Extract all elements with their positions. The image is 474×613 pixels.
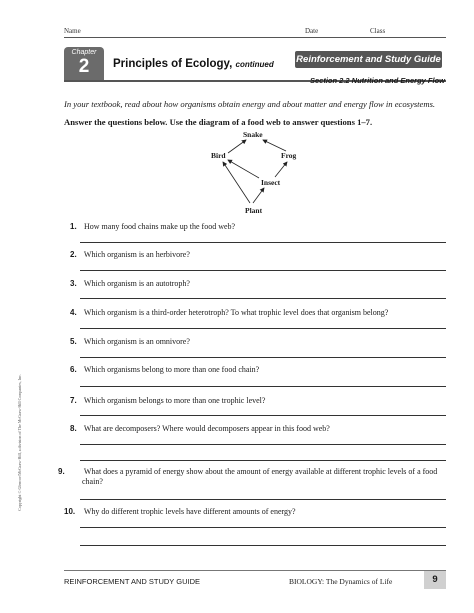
question-number: 3. [70,279,77,288]
arrow-frog-snake [263,140,286,151]
question-number: 4. [70,308,77,317]
question-text: How many food chains make up the food web? [84,222,236,231]
chapter-continued: continued [235,60,274,69]
question-text: Which organism belongs to more than one trophic level? [83,396,266,405]
chapter-number: 2 [78,56,90,77]
question-number: 1. [70,222,77,231]
section-title: Section 2.2 Nutrition and Energy Flow [309,76,445,85]
question-number: 2. [70,250,77,259]
date-label: Date [305,27,319,35]
answer-line-8a[interactable] [80,444,446,445]
question-7 [70,396,450,406]
chapter-title-text: Principles of Ecology, [113,58,233,70]
question-number: 7. [70,396,77,405]
intro-text: In your textbook, read about how organisms obtain energy and about matter and energy flow in ecosystems. [64,99,436,109]
arrow-insect-bird [228,160,259,178]
question-number: 5. [70,337,77,346]
arrow-plant-insect [253,188,264,203]
arrow-plant-bird [223,162,250,203]
question-3 [70,279,450,289]
footer-book-title: BIOLOGY: The Dynamics of Life [289,577,393,586]
answer-line-9[interactable] [80,499,446,500]
node-plant: Plant [245,206,263,215]
instructions: Answer the questions below. Use the diagram of a food web to answer questions 1–7. [64,117,373,127]
question-1 [70,222,450,232]
answer-line-3[interactable] [80,298,446,299]
footer-rule [64,570,446,571]
question-5 [70,337,450,347]
question-text: What are decomposers? Where would decomposers appear in this food web? [83,424,330,433]
copyright-notice: Copyright © Glencoe/McGraw-Hill, a division of The McGraw-Hill Companies, Inc. [17,374,22,511]
question-number: 10. [64,507,76,516]
chapter-label: Chapter [71,49,97,56]
question-number: 9. [58,467,65,476]
page-number: 9 [424,571,446,589]
answer-line-2[interactable] [80,270,446,271]
question-number: 8. [70,424,77,433]
node-snake: Snake [243,130,263,139]
answer-line-8b[interactable] [80,460,446,461]
question-number: 6. [70,365,77,374]
name-label: Name [64,27,81,35]
node-bird: Bird [211,151,226,160]
question-text: Which organism is a third-order heterotroph? To what trophic level does that organism belong? [83,308,389,317]
node-frog: Frog [281,151,297,160]
question-10 [64,507,444,517]
answer-line-10b[interactable] [80,545,446,546]
question-8 [70,424,450,434]
answer-line-5[interactable] [80,357,446,358]
class-label: Class [370,27,386,35]
reinforcement-banner: Reinforcement and Study Guide [295,51,442,68]
question-9 [58,467,450,487]
answer-line-7[interactable] [80,415,446,416]
arrow-insect-frog [275,162,287,177]
answer-line-4[interactable] [80,328,446,329]
question-text: What does a pyramid of energy show about the amount of energy available at different trophic levels of a food chain? [82,467,438,486]
question-2 [70,250,450,260]
node-insect: Insect [261,178,281,187]
answer-line-6[interactable] [80,386,446,387]
answer-line-10a[interactable] [80,527,446,528]
question-text: Which organism is an omnivore? [83,337,190,346]
footer-guide-label: REINFORCEMENT AND STUDY GUIDE [64,577,200,586]
question-4 [70,308,450,318]
question-text: Which organisms belong to more than one food chain? [83,365,260,374]
answer-line-1[interactable] [80,242,446,243]
arrow-bird-snake [228,140,246,153]
question-text: Which organism is an autotroph? [83,279,190,288]
question-text: Which organism is an herbivore? [83,250,190,259]
question-6 [70,365,450,375]
question-text: Why do different trophic levels have different amounts of energy? [83,507,296,516]
